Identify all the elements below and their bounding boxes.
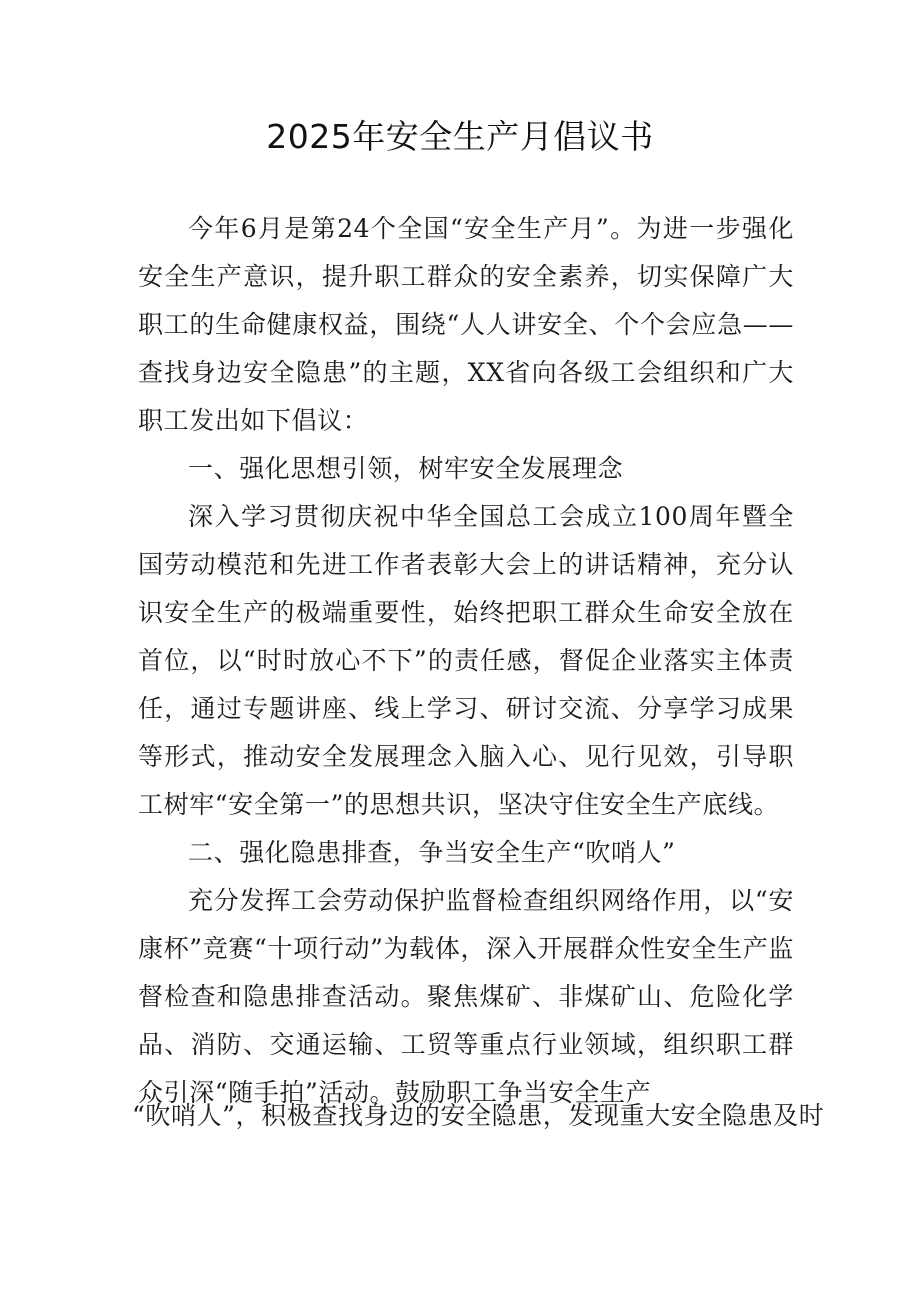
- section-2-heading: 二、强化隐患排查，争当安全生产“吹哨人”: [188, 838, 676, 867]
- document-continuation: [132, 1092, 825, 1140]
- document-title: 2025年安全生产月倡议书: [266, 117, 654, 156]
- continuation-line: “吹哨人”，积极查找身边的安全隐患，发现重大安全隐患及时: [132, 1101, 825, 1130]
- section-1-heading: 一、强化思想引领，树牢安全发展理念: [188, 454, 624, 483]
- document-body: [138, 205, 794, 1117]
- section-2-paragraph: 充分发挥工会劳动保护监督检查组织网络作用，以“安康杯”竞赛“十项行动”为载体，深入开展群众性安全生产监督检查和隐患排查活动。聚焦煤矿、非煤矿山、危险化学品、消防、交通运输、工贸等重点行业领域，组织职工群众引深“随手拍”活动。鼓励职工争当安全生产: [138, 886, 794, 1107]
- intro-paragraph: 今年6月是第24个全国“安全生产月”。为进一步强化安全生产意识，提升职工群众的安全素养，切实保障广大职工的生命健康权益，围绕“人人讲安全、个个会应急——查找身边安全隐患”的主题，XX省向各级工会组织和广大职工发出如下倡议：: [138, 214, 794, 435]
- section-1-paragraph: 深入学习贯彻庆祝中华全国总工会成立100周年暨全国劳动模范和先进工作者表彰大会上的讲话精神，充分认识安全生产的极端重要性，始终把职工群众生命安全放在首位，以“时时放心不下”的责任感，督促企业落实主体责任，通过专题讲座、线上学习、研讨交流、分享学习成果等形式，推动安全发展理念入脑入心、见行见效，引导职工树牢“安全第一”的思想共识，坚决守住安全生产底线。: [138, 502, 794, 819]
